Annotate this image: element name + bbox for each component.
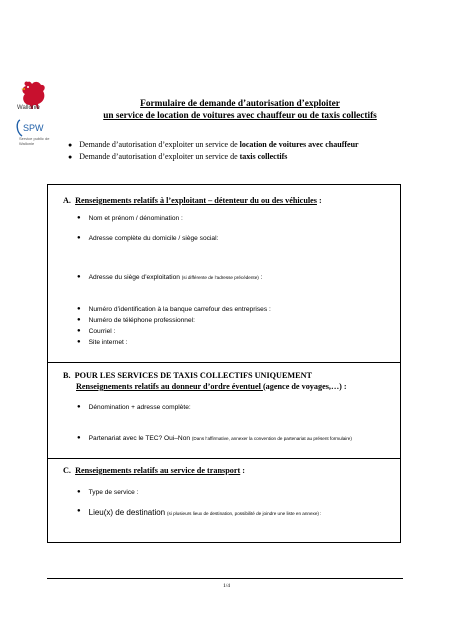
field-denomination[interactable]: ● Dénomination + adresse complète: (77, 404, 191, 411)
field-courriel[interactable]: ● Courriel : (77, 328, 116, 335)
footer-divider (47, 578, 403, 579)
bullet-icon: ● (77, 508, 81, 514)
section-b (47, 362, 401, 458)
field-adresse-exploitation[interactable]: ● Adresse du siège d’exploitation (si différente de l’adresse précédente) : (77, 274, 263, 281)
bullet-icon: ● (77, 274, 81, 280)
bullet-icon: ● (77, 435, 81, 441)
bullet-icon: ● (77, 339, 81, 345)
bullet-icon: ● (68, 141, 73, 149)
spw-logo-text: SPW (23, 123, 44, 133)
wallonie-logo-text: Wallonie (17, 105, 40, 111)
bullet-icon: ● (77, 404, 81, 410)
field-bce[interactable]: ● Numéro d’identification à la banque carrefour des entreprises : (77, 306, 271, 313)
request-type-list (68, 139, 359, 163)
field-destination[interactable]: ● Lieu(x) de destination (si plusieurs lieux de destination, possibilité de joindre une liste en annexe) : (77, 508, 322, 517)
bullet-icon: ● (77, 306, 81, 312)
choice-bold: location de voitures avec chauffeur (239, 140, 359, 149)
section-c-title: C. Renseignements relatifs au service de transport : (63, 466, 246, 475)
request-type-taxis[interactable] (68, 151, 359, 163)
bullet-icon: ● (77, 317, 81, 323)
section-b-title: B. POUR LES SERVICES DE TAXIS COLLECTIFS UNIQUEMENT Renseignements relatifs au donneur d’ordre éventuel (agence de voyages,…) : (63, 371, 347, 391)
section-a-title: A. Renseignements relatifs à l’exploitant – détenteur du ou des véhicules : (63, 196, 322, 205)
choice-bold: taxis collectifs (239, 152, 288, 161)
section-a (47, 184, 401, 362)
field-partenariat-tec[interactable]: ● Partenariat avec le TEC? Oui–Non (Dans l’affirmative, annexer la convention de partenariat au présent formulaire) (77, 435, 352, 442)
request-type-location[interactable] (68, 139, 359, 151)
field-telephone[interactable]: ● Numéro de téléphone professionnel: (77, 317, 195, 324)
field-adresse-domicile[interactable]: ● Adresse complète du domicile / siège social: (77, 235, 219, 242)
form-title (60, 98, 420, 122)
section-c (47, 458, 401, 543)
bullet-icon: ● (77, 215, 81, 221)
field-nom[interactable]: ● Nom et prénom / dénomination : (77, 215, 183, 222)
page-number: 1/4 (222, 583, 231, 589)
bullet-icon: ● (77, 328, 81, 334)
field-type-service[interactable]: ● Type de service : (77, 489, 139, 496)
spw-logo (14, 118, 54, 138)
form-title-line1: Formulaire de demande d’autorisation d’exploiter (140, 99, 340, 109)
bullet-icon: ● (77, 489, 81, 495)
spw-logo-subtext: Service public de Wallonie (19, 136, 50, 146)
form-title-line2: un service de location de voitures avec chauffeur ou de taxis collectifs (103, 111, 377, 121)
bullet-icon: ● (68, 153, 73, 161)
choice-prefix: Demande d’autorisation d’exploiter un service de (79, 152, 240, 161)
field-site-internet[interactable]: ● Site internet : (77, 339, 128, 346)
choice-prefix: Demande d’autorisation d’exploiter un service de (79, 140, 240, 149)
bullet-icon: ● (77, 235, 81, 241)
